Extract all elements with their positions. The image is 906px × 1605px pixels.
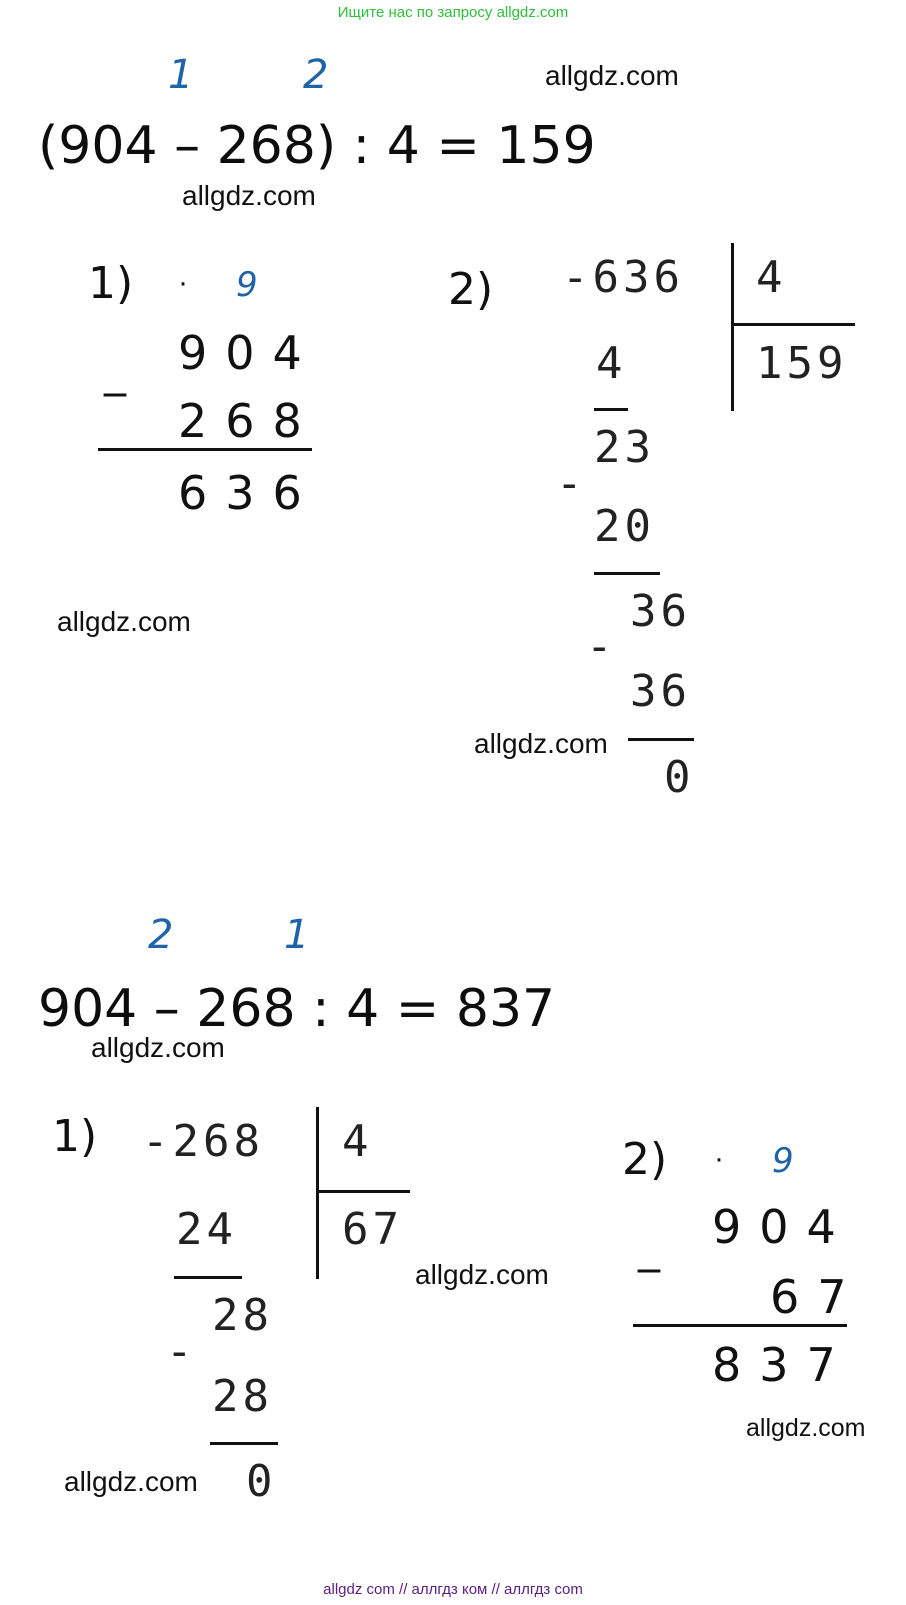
order-mark-second: 2 [303,52,329,98]
partial-row: 36 [630,666,691,717]
minus-sign: - [556,458,587,509]
dividend: -636 [562,252,684,303]
search-banner[interactable]: Ищите нас по запросу allgdz.com [337,4,569,21]
expression-2: 904 – 268 : 4 = 837 [38,979,556,1039]
partial-row: 4 [596,338,627,389]
step-label: 2) [448,264,494,315]
step-label: 1) [88,258,134,309]
partial-line [628,738,694,741]
minus-sign: _ [638,1222,660,1273]
remainder: 0 [664,752,695,803]
watermark: allgdz.com [415,1259,549,1290]
expression-1: (904 – 268) : 4 = 159 [38,116,596,176]
watermark: allgdz.com [91,1032,225,1063]
minus-sign: _ [104,346,126,397]
partial-row: 28 [212,1371,273,1422]
result-line [633,1324,847,1327]
partial-line [210,1442,278,1445]
partial-line [594,572,660,575]
minus-sign: - [166,1326,197,1377]
result-line [98,448,312,451]
footer-links[interactable]: allgdz com // аллгдз ком // аллгдз com [323,1581,583,1598]
subtrahend: 67 [770,1270,865,1324]
watermark: allgdz.com [182,180,316,211]
division-bar [316,1107,319,1279]
quotient: 159 [756,338,848,389]
order-mark-first: 2 [148,912,174,958]
partial-line [174,1276,242,1279]
dividend: -268 [142,1116,264,1167]
difference: 636 [178,466,320,520]
divisor: 4 [342,1116,373,1167]
borrow-digit: 9 [772,1141,794,1181]
partial-row: 24 [176,1204,237,1255]
minuend: 904 [712,1200,854,1254]
divisor: 4 [756,252,787,303]
watermark: allgdz.com [64,1466,198,1497]
partial-row: 20 [594,501,655,552]
minuend: 904 [178,326,320,380]
subtrahend: 268 [178,394,320,448]
quotient-line [731,323,855,326]
watermark: allgdz.com [474,728,608,759]
minus-sign: - [586,621,617,672]
difference: 837 [712,1338,854,1392]
watermark: allgdz.com [746,1414,866,1442]
remainder: 0 [246,1456,277,1507]
division-bar [731,243,734,411]
order-mark-first: 1 [168,52,194,98]
partial-row: 36 [630,586,691,637]
borrow-digit: 9 [236,265,258,305]
quotient: 67 [342,1204,403,1255]
borrow-dot: · [178,266,188,299]
borrow-dot: · [714,1142,724,1175]
partial-row: 28 [212,1290,273,1341]
partial-line [594,408,628,411]
order-mark-second: 1 [284,912,310,958]
quotient-line [316,1190,410,1193]
watermark: allgdz.com [57,606,191,637]
step-label: 1) [52,1111,98,1162]
partial-row: 23 [594,422,655,473]
watermark: allgdz.com [545,60,679,91]
step-label: 2) [622,1134,668,1185]
